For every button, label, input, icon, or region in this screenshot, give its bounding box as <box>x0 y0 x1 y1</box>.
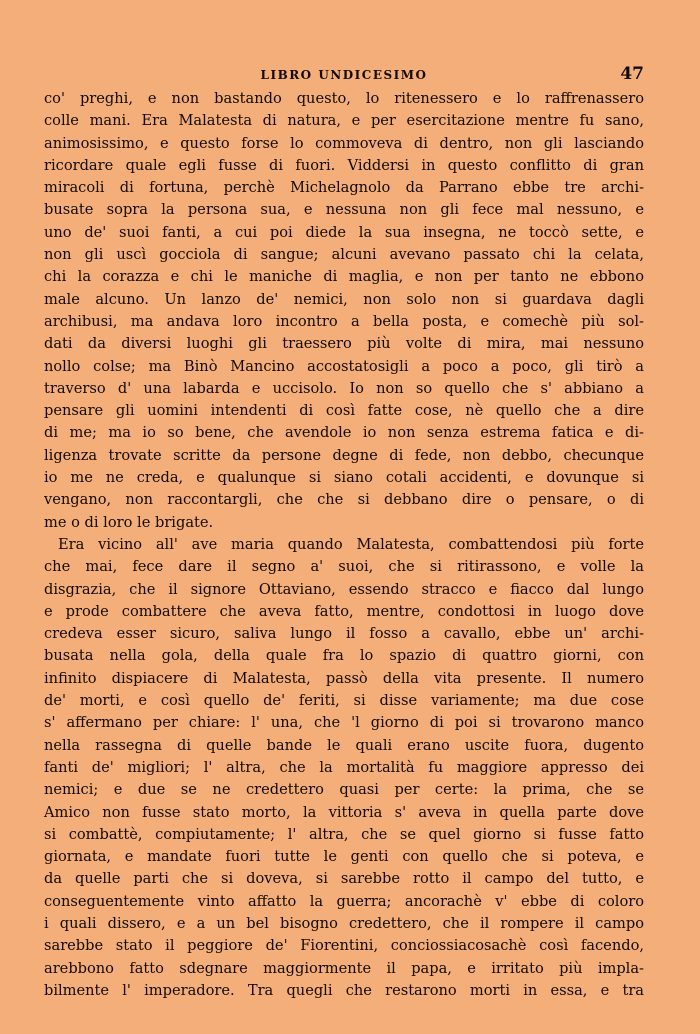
text-line: sarebbe stato il peggiore de' Fiorentini, conciossiacosachè così facendo, <box>44 937 644 955</box>
body-text <box>44 88 644 1002</box>
text-line: si combattè, compiutamente; l' altra, che se quel giorno si fusse fatto <box>44 825 644 843</box>
text-line: credeva esser sicuro, saliva lungo il fosso a cavallo, ebbe un' archi- <box>44 625 644 643</box>
text-line: non gli uscì gocciola di sangue; alcuni avevano passato chi la celata, <box>44 246 644 264</box>
text-line: male alcuno. Un lanzo de' nemici, non solo non si guardava dagli <box>44 290 644 308</box>
text-line: arebbono fatto sdegnare maggiormente il papa, e irritato più impla- <box>44 959 644 977</box>
text-line: co' preghi, e non bastando questo, lo ritenessero e lo raffrenassero <box>44 90 644 107</box>
text-line: ligenza trovate scritte da persone degne di fede, non debbo, checunque <box>44 446 644 464</box>
text-line: conseguentemente vinto affatto la guerra; ancorachè v' ebbe di coloro <box>44 892 644 910</box>
text-line: i quali dissero, e a un bel bisogno credettero, che il rompere il campo <box>44 914 644 932</box>
text-line: archibusi, ma andava loro incontro a bella posta, e comechè più sol- <box>44 312 644 330</box>
text-line: fanti de' migliori; l' altra, che la mortalità fu maggiore appresso dei <box>44 758 644 776</box>
text-line: pensare gli uomini intendenti di così fatte cose, nè quello che a dire <box>44 402 644 420</box>
text-line: vengano, non raccontargli, che che si debbano dire o pensare, o di <box>44 491 644 509</box>
page-number: 47 <box>620 64 644 84</box>
text-line: chi la corazza e chi le maniche di maglia, e non per tanto ne ebbono <box>44 268 644 286</box>
text-line: miracoli di fortuna, perchè Michelagnolo da Parrano ebbe tre archi- <box>44 179 644 197</box>
text-line: nella rassegna di quelle bande le quali erano uscite fuora, dugento <box>44 736 644 754</box>
text-line: me o di loro le brigate. <box>44 513 214 531</box>
running-head: LIBRO UNDICESIMO <box>260 68 428 82</box>
text-line: dati da diversi luoghi gli traessero più volte di mira, mai nessuno <box>44 335 644 353</box>
text-line: giornata, e mandate fuori tutte le genti con quello che si poteva, e <box>44 848 644 866</box>
text-line: busate sopra la persona sua, e nessuna non gli fece mal nessuno, e <box>44 201 644 219</box>
text-line: e prode combattere che aveva fatto, mentre, condottosi in luogo dove <box>44 602 644 620</box>
text-line: s' affermano per chiare: l' una, che 'l giorno di poi si trovarono manco <box>44 714 644 732</box>
text-line: che mai, fece dare il segno a' suoi, che si ritirassono, e volle la <box>44 558 644 576</box>
text-line: traverso d' una labarda e uccisolo. Io non so quello che s' abbiano a <box>44 379 644 397</box>
text-line: colle mani. Era Malatesta di natura, e per esercitazione mentre fu sano, <box>44 112 644 130</box>
text-line: disgrazia, che il signore Ottaviano, essendo stracco e fiacco dal lungo <box>44 580 644 598</box>
page-header <box>44 64 644 86</box>
text-line: busata nella gola, della quale fra lo spazio di quattro giorni, con <box>44 647 644 665</box>
text-line: da quelle parti che si doveva, si sarebbe rotto il campo del tutto, e <box>44 870 644 888</box>
text-line: nemici; e due se ne credettero quasi per certe: la prima, che se <box>44 781 644 799</box>
text-line: uno de' suoi fanti, a cui poi diede la sua insegna, ne toccò sette, e <box>44 223 644 241</box>
text-line: animosissimo, e questo forse lo commoveva di dentro, non gli lasciando <box>44 134 644 152</box>
text-line: ricordare quale egli fusse di fuori. Viddersi in questo conflitto di gran <box>44 156 644 174</box>
text-line: di me; ma io so bene, che avendole io non senza estrema fatica e di- <box>44 424 644 442</box>
text-line: infinito dispiacere di Malatesta, passò della vita presente. Il numero <box>44 669 644 687</box>
text-line: io me ne creda, e qualunque si siano cotali accidenti, e dovunque si <box>44 469 644 487</box>
text-line: nollo colse; ma Binò Mancino accostatosigli a poco a poco, gli tirò a <box>44 357 644 375</box>
text-line: de' morti, e così quello de' feriti, si disse variamente; ma due cose <box>44 692 644 710</box>
text-line: bilmente l' imperadore. Tra quegli che restarono morti in essa, e tra <box>44 981 644 999</box>
text-line: Amico non fusse stato morto, la vittoria s' aveva in quella parte dove <box>44 803 644 821</box>
text-line: Era vicino all' ave maria quando Malatesta, combattendosi più forte <box>58 535 644 553</box>
